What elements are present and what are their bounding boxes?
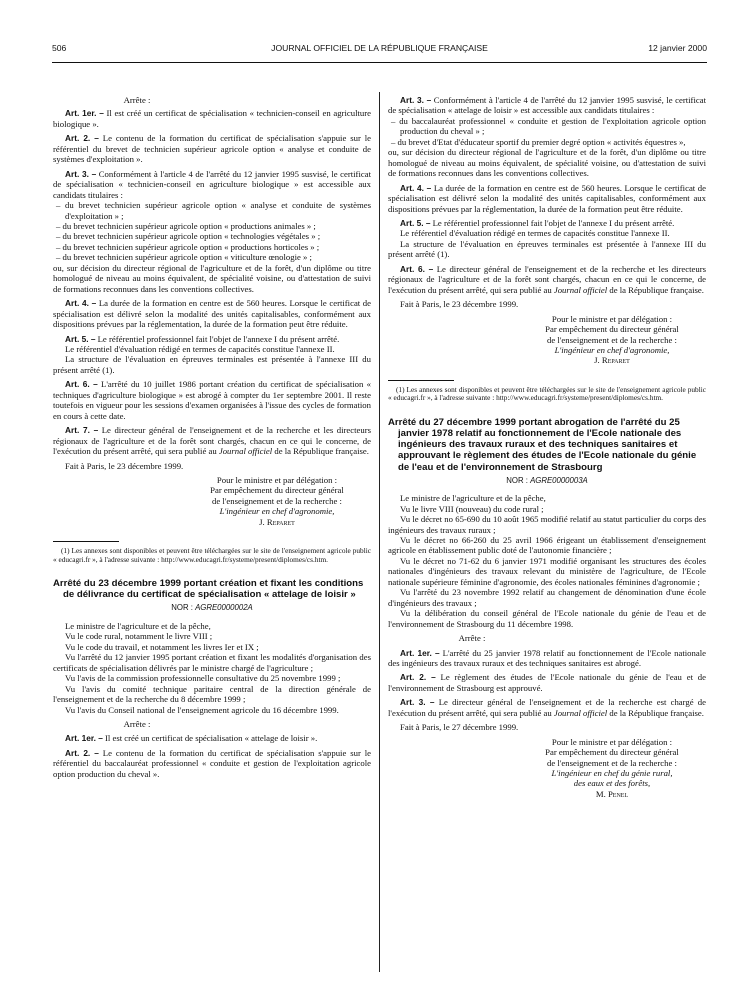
article-label: Art. 2. –: [65, 133, 99, 144]
list-item: – du brevet technicien supérieur agricole option « viticulture œnologie » ;: [56, 252, 312, 263]
list-item: – du brevet d'Etat d'éducateur sportif du premier degré option « activités équestres »,: [391, 136, 686, 147]
issue-date: 12 janvier 2000: [648, 43, 707, 53]
article-label: Art. 4. –: [400, 182, 432, 193]
article-6: [53, 379, 371, 421]
article-label: Art. 2. –: [65, 747, 99, 758]
article-2: [53, 748, 371, 779]
article-3: [388, 697, 706, 718]
signature-line: de l'enseignement et de la recherche :: [547, 757, 677, 768]
list-item: – du brevet technicien supérieur agricole option « analyse et conduite de systèmes d'exploitation » ;: [56, 200, 371, 221]
article-text: de la République française.: [272, 446, 369, 457]
left-column: [53, 95, 371, 779]
article-text: Le référentiel professionnel fait l'objet de l'annexe I du présent arrêté.: [430, 217, 675, 228]
signature-line: Pour le ministre et par délégation :: [551, 313, 673, 324]
footnote-rule: [53, 541, 119, 542]
journal-officiel-ref: Journal officiel: [553, 707, 608, 718]
article-text: Le règlement des études de l'Ecole nationale du génie de l'eau et de l'environnement de Strasbourg est approuvé.: [388, 672, 707, 693]
article-text: L'arrêté du 10 juillet 1986 portant création du certificat de spécialisation « techniques d'agriculture biologique » est abrogé à compter du 1er septembre 2001. Il reste toutefois en vigueur pour les sessions d'examen organisées à l'issue des cycles de formation en cours à cette date.: [53, 379, 371, 421]
article-3-tail: ou, sur décision du directeur régional de l'agriculture et de la forêt, d'un diplôme ou titre homologué de niveau au moins équivalent, de spécialité voisine, ou d'attestation de suivi de formations reconnues dans les conventions collectives.: [388, 147, 706, 179]
list-item: – du brevet technicien supérieur agricole option « technologies végétales » ;: [56, 231, 321, 242]
nor-reference: [53, 603, 371, 613]
visa: Vu l'arrêté du 23 novembre 1992 relatif au changement de dénomination d'une école d'ingénieurs des travaux ;: [388, 587, 706, 608]
signatory-title: L'ingénieur en chef d'agronomie,: [554, 344, 670, 355]
article-text: La durée de la formation en centre est de 560 heures. Lorsque le certificat de spécialisation est délivré selon la modalité des unités capitalisables, conformément aux dispositions prévues par la réglementation, la durée de la formation peut être réduite.: [388, 182, 706, 214]
footnote: (1) Les annexes sont disponibles et peuvent être téléchargées sur le site de l'enseignement agricole public « educagri.fr », à l'adresse suivante : http://www.educagri.fr/systeme/present/diplomes/cs.htm.: [388, 384, 706, 403]
signatory-title: des eaux et des forêts,: [573, 778, 651, 789]
page-number: 506: [52, 43, 67, 53]
article-4: [53, 298, 371, 329]
paragraph: Le référentiel d'évaluation rédigé en termes de capacités constitue l'annexe II.: [400, 228, 670, 239]
signatory-title: L'ingénieur en chef du génie rural,: [551, 768, 673, 779]
visa: Vu le décret no 65-690 du 10 août 1965 modifié relatif au statut particulier du corps des ingénieurs des travaux ruraux ;: [388, 514, 706, 535]
article-label: Art. 7. –: [65, 425, 99, 436]
paragraph: Le référentiel d'évaluation rédigé en termes de capacités constitue l'annexe II.: [65, 343, 335, 354]
visa: Le ministre de l'agriculture et de la pêche,: [65, 620, 211, 631]
article-text: Le directeur général de l'enseignement et de la recherche et les directeurs régionaux de l'agriculture et de la forêt sont chargés, chacun en ce qui le concerne, de l'exécution du présent arrêté, qui sera publié au: [388, 263, 707, 295]
article-label: Art. 5. –: [65, 333, 96, 344]
right-column: [388, 95, 706, 799]
article-1: [53, 108, 371, 129]
article-label: Art. 1er. –: [65, 733, 103, 744]
paragraph: La structure de l'évaluation en épreuves terminales est présentée à l'annexe III du présent arrêté (1).: [53, 354, 371, 375]
article-3-tail: ou, sur décision du directeur régional de l'agriculture et de la forêt, d'un diplôme ou titre homologué de niveau au moins équivalent, de spécialité voisine, ou d'attestation de suivi de formations reconnues dans les conventions collectives.: [53, 262, 371, 294]
article-3: [388, 95, 706, 116]
visa: Vu le code rural, notamment le livre VIII ;: [65, 631, 213, 642]
arrete-heading: Arrête :: [123, 718, 151, 729]
arrete-heading: Arrête :: [458, 633, 486, 644]
signatory-name: M. Penel: [595, 788, 629, 799]
article-label: Art. 1er. –: [400, 647, 440, 658]
article-1: [53, 733, 371, 743]
list-item: – du brevet technicien supérieur agricole option « productions animales » ;: [56, 220, 316, 231]
arrete-heading: Arrête :: [123, 95, 151, 105]
signature-line: Pour le ministre et par délégation :: [551, 736, 673, 747]
article-6: [388, 264, 706, 295]
nor-label: NOR :: [506, 475, 531, 485]
article-7: [53, 425, 371, 456]
article-label: Art. 4. –: [65, 298, 97, 309]
journal-officiel-ref: Journal officiel: [553, 284, 608, 295]
footnote-rule: [388, 380, 454, 381]
article-3: [53, 169, 371, 200]
paragraph: La structure de l'évaluation en épreuves terminales est présentée à l'annexe III du présent arrêté (1).: [388, 238, 706, 260]
signed-place-date: Fait à Paris, le 27 décembre 1999.: [400, 722, 519, 733]
article-label: Art. 1er. –: [65, 108, 104, 119]
signature-line: Par empêchement du directeur général: [210, 485, 344, 496]
visa: Vu le décret no 71-62 du 6 janvier 1971 modifié organisant les structures des écoles nationales d'ingénieurs des travaux relevant du ministère de l'agriculture, de l'Ecole nationale supérieure féminine d'agronomie, des écoles nationales féminines d'agronomie ;: [388, 555, 706, 587]
footnote: (1) Les annexes sont disponibles et peuvent être téléchargées sur le site de l'enseignement agricole public « educagri.fr », à l'adresse suivante : http://www.educagri.fr/systeme/present/diplomes/cs.htm.: [53, 546, 371, 564]
article-label: Art. 5. –: [400, 217, 431, 228]
journal-officiel-ref: Journal officiel: [218, 446, 273, 457]
signature-line: Pour le ministre et par délégation :: [216, 474, 338, 485]
article-text: Le contenu de la formation du certificat de spécialisation s'appuie sur le référentiel du brevet de technicien supérieur agricole option « analyse et conduite de systèmes d'exploitation ».: [53, 133, 371, 165]
article-text: Il est créé un certificat de spécialisation « technicien-conseil en agriculture biologique ».: [53, 108, 371, 129]
nor-label: NOR :: [171, 603, 196, 613]
article-text: Le référentiel professionnel fait l'objet de l'annexe I du présent arrêté.: [95, 333, 340, 344]
signatory-title: L'ingénieur en chef d'agronomie,: [219, 506, 335, 517]
visa: Vu la délibération du conseil général de l'Ecole nationale du génie de l'eau et de l'environnement de Strasbourg du 11 décembre 1998.: [388, 608, 706, 629]
visa: Le ministre de l'agriculture et de la pêche,: [400, 493, 546, 504]
article-label: Art. 3. –: [65, 168, 97, 179]
nor-reference: [388, 476, 706, 486]
nor-code: AGRE0000003A: [530, 475, 588, 485]
visa: Vu le décret no 66-260 du 25 avril 1966 érigeant un établissement d'enseignement agricole en établissement public doté de l'autonomie financière ;: [388, 534, 706, 556]
list-item: – du brevet technicien supérieur agricole option « productions horticoles » ;: [56, 241, 320, 252]
article-text: Conformément à l'article 4 de l'arrêté du 12 janvier 1995 susvisé, le certificat de spécialisation « technicien-conseil en agriculture biologique » est accessible aux candidats titulaires :: [53, 168, 371, 200]
decree-title: Arrêté du 27 décembre 1999 portant abrogation de l'arrêté du 25 janvier 1978 relatif au fonctionnement de l'Ecole nationale des ingénieurs des travaux ruraux et des techniques sanitaires et approuvant le règlement des études de l'Ecole nationale du génie de l'eau et de l'environnement de Strasbourg: [388, 416, 697, 473]
visa: Vu l'arrêté du 12 janvier 1995 portant création et fixant les modalités d'organisation des certificats de spécialisation délivrés par le ministre chargé de l'agriculture ;: [53, 652, 371, 673]
signature-line: de l'enseignement et de la recherche :: [212, 495, 342, 506]
signature-line: Par empêchement du directeur général: [545, 747, 679, 758]
article-text: Le directeur général de l'enseignement et de la recherche est chargé de l'exécution du présent arrêté, qui sera publié au: [388, 697, 706, 718]
visa: Vu l'avis du comité technique paritaire central de la direction générale de l'enseignement et de la recherche du 8 décembre 1999 ;: [53, 683, 371, 705]
article-1: [388, 648, 706, 669]
signature-line: de l'enseignement et de la recherche :: [547, 334, 677, 345]
decree-title: Arrêté du 23 décembre 1999 portant création et fixant les conditions de délivrance du certificat de spécialisation « attelage de loisir »: [53, 578, 364, 601]
article-text: L'arrêté du 25 janvier 1978 relatif au fonctionnement de l'Ecole nationale des ingénieurs des travaux ruraux et des techniques sanitaires est abrogé.: [388, 647, 706, 668]
article-label: Art. 6. –: [65, 379, 98, 390]
article-text: de la République française.: [607, 707, 704, 718]
visa: Vu l'avis du Conseil national de l'enseignement agricole du 16 décembre 1999.: [65, 704, 339, 715]
article-label: Art. 3. –: [400, 697, 435, 708]
signatory-name: J. Reparet: [594, 355, 630, 366]
article-text: La durée de la formation en centre est de 560 heures. Lorsque le certificat de spécialisation est délivré selon la modalité des unités capitalisables, conformément aux dispositions prévues par la réglementation, la durée de la formation peut être réduite.: [53, 298, 371, 330]
signed-place-date: Fait à Paris, le 23 décembre 1999.: [65, 460, 184, 471]
article-text: Le directeur général de l'enseignement et de la recherche et les directeurs régionaux de l'agriculture et de la forêt sont chargés, chacun en ce qui le concerne, de l'exécution du présent arrêté, qui sera publié au: [53, 425, 372, 457]
article-text: de la République française.: [607, 284, 704, 295]
article-2: [53, 133, 371, 164]
article-5: [53, 334, 371, 344]
visa: Vu le livre VIII (nouveau) du code rural ;: [400, 503, 544, 514]
article-4: [388, 183, 706, 214]
article-5: [388, 218, 706, 228]
article-label: Art. 2. –: [400, 672, 436, 683]
nor-code: AGRE0000002A: [195, 603, 253, 613]
article-label: Art. 3. –: [400, 95, 432, 105]
article-text: Il est créé un certificat de spécialisation « attelage de loisir ».: [102, 733, 318, 744]
header-rule: [52, 62, 707, 63]
list-item: – du baccalauréat professionnel « conduite et gestion de l'exploitation agricole option production du cheval » ;: [391, 115, 706, 137]
signatory-name: J. Reparet: [259, 516, 295, 527]
visa: Vu le code du travail, et notamment les livres Ier et IX ;: [65, 641, 259, 652]
signature-line: Par empêchement du directeur général: [545, 324, 679, 335]
page-header: [52, 43, 707, 57]
article-text: Le contenu de la formation du certificat de spécialisation s'appuie sur le référentiel du baccalauréat professionnel « conduite et gestion de l'exploitation agricole option production du cheval ».: [53, 747, 371, 779]
article-text: Conformément à l'article 4 de l'arrêté du 12 janvier 1995 susvisé, le certificat de spécialisation « attelage de loisir » est accessible aux candidats titulaires :: [388, 95, 706, 116]
article-label: Art. 6. –: [400, 263, 434, 274]
visa: Vu l'avis de la commission professionnelle consultative du 25 novembre 1999 ;: [65, 673, 341, 684]
journal-title: JOURNAL OFFICIEL DE LA RÉPUBLIQUE FRANÇAISE: [271, 43, 488, 53]
signed-place-date: Fait à Paris, le 23 décembre 1999.: [400, 299, 519, 310]
column-divider: [379, 92, 380, 972]
article-2: [388, 672, 706, 693]
